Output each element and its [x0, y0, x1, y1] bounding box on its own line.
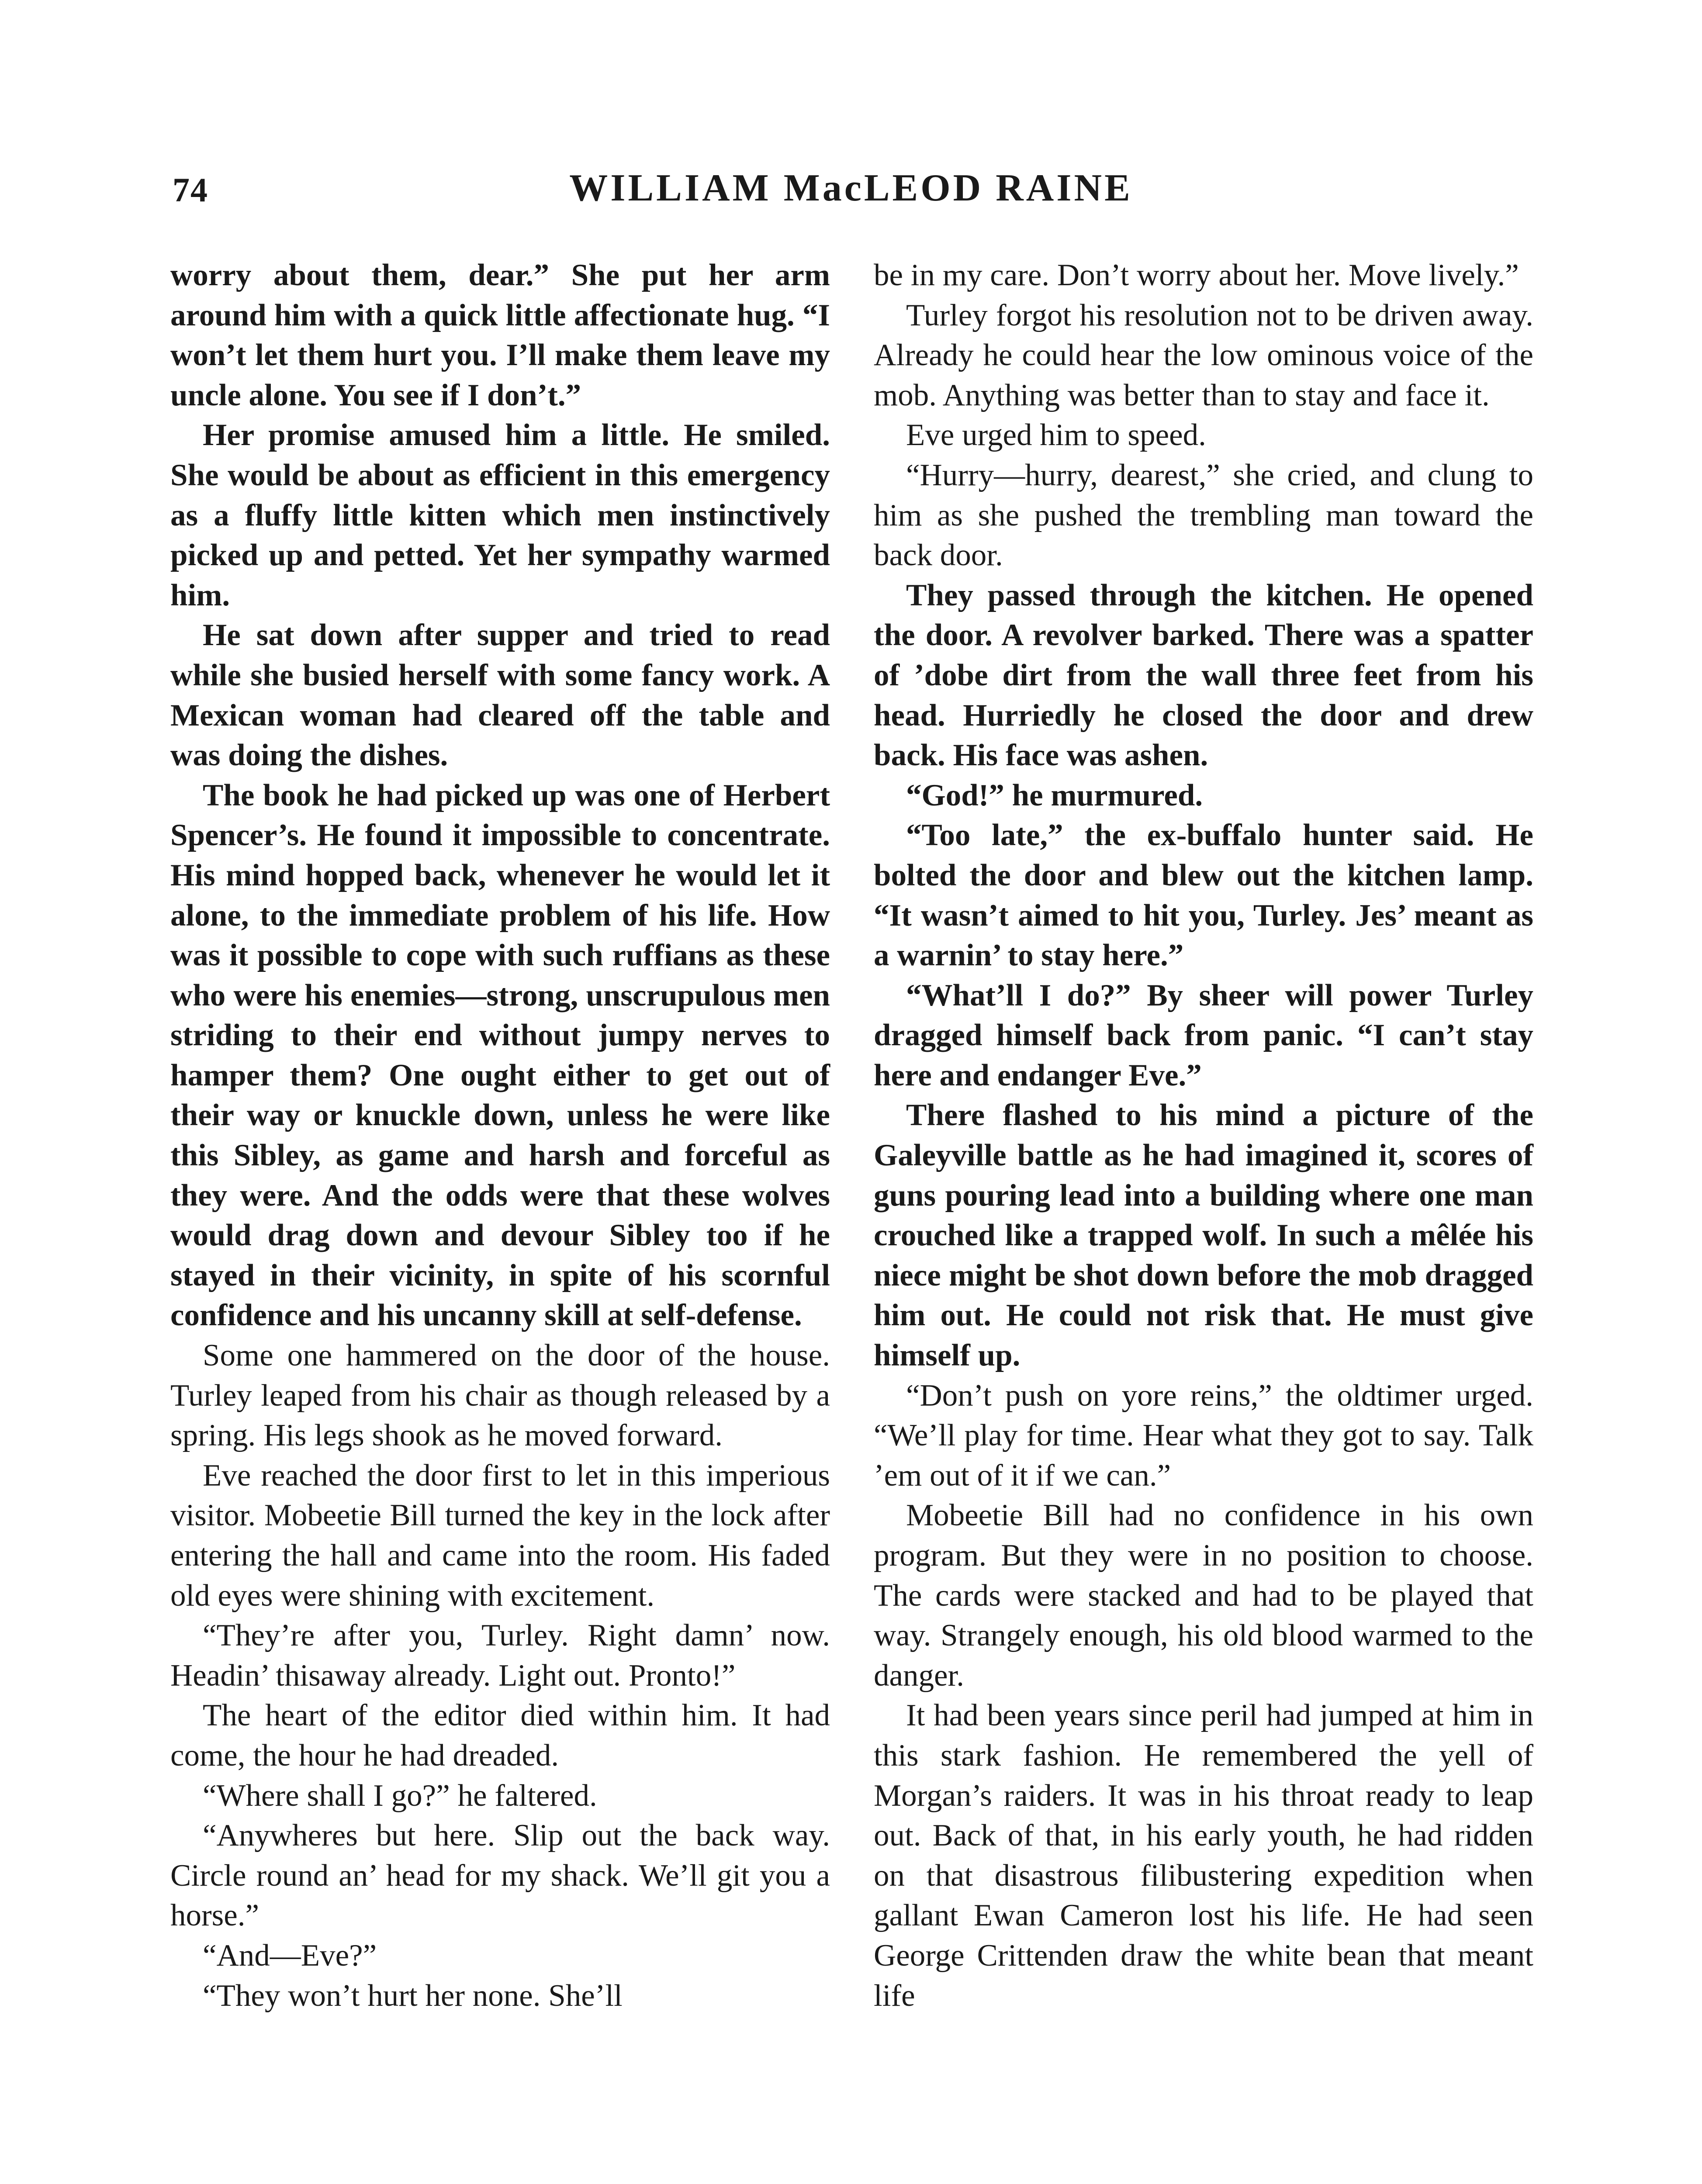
paragraph: He sat down after supper and tried to read while she busied herself with some fancy work. A Mexican woman had cleared off the table and was doing the dishes.	[170, 618, 830, 773]
paragraph: “Where shall I go?” he faltered.	[203, 1778, 597, 1813]
paragraph: There flashed to his mind a picture of the Galeyville battle as he had imagined it, scores of guns pouring lead into a building where one man crouched like a trapped wolf. In such a mêlée his niece might be shot down before the mob dragged him out. He could not risk that. He must give himself up.	[874, 1098, 1533, 1373]
paragraph: “God!” he murmured.	[906, 778, 1203, 812]
paragraph: “What’ll I do?” By sheer will power Turley dragged himself back from panic. “I can’t stay here and endanger Eve.”	[874, 978, 1533, 1092]
paragraph: The heart of the editor died within him. It had come, the hour he had dreaded.	[170, 1698, 830, 1773]
paragraph: worry about them, dear.” She put her arm around him with a quick little affectionate hug. “I won’t let them hurt you. I’ll make them leave my uncle alone. You see if I don’t.”	[170, 258, 830, 412]
paragraph: It had been years since peril had jumped at him in this stark fashion. He remembered the yell of Morgan’s raiders. It was in his throat ready to leap out. Back of that, in his early youth, he had ridden on that disastrous filibustering expedition when gallant Ewan Cameron lost his life. He had seen George Crittenden draw the white bean that meant life	[874, 1698, 1533, 2013]
paragraph: The book he had picked up was one of Herbert Spencer’s. He found it impossible to concentrate. His mind hopped back, whenever he would let it alone, to the immediate problem of his life. How was it possible to cope with such ruffians as these who were his enemies—strong, unscrupulous men striding to their end without jumpy nerves to hamper them? One ought either to get out of their way or knuckle down, unless he were like this Sibley, as game and harsh and forceful as they were. And the odds were that these wolves would drag down and devour Sibley too if he stayed in their vicinity, in spite of his scornful confidence and his uncanny skill at self-defense.	[170, 778, 830, 1333]
paragraph: “Don’t push on yore reins,” the oldtimer urged. “We’ll play for time. Hear what they got to say. Talk ’em out of it if we can.”	[874, 1378, 1533, 1493]
running-head: WILLIAM MacLEOD RAINE	[569, 167, 1133, 209]
page-header	[0, 166, 1702, 227]
paragraph: “Anywheres but here. Slip out the back way. Circle round an’ head for my shack. We’ll git you a horse.”	[170, 1818, 830, 1933]
paragraph: They passed through the kitchen. He opened the door. A revolver barked. There was a spatter of ’dobe dirt from the wall three feet from his head. Hurriedly he closed the door and drew back. His face was ashen.	[874, 578, 1533, 773]
paragraph: “Too late,” the ex-buffalo hunter said. He bolted the door and blew out the kitchen lamp. “It wasn’t aimed to hit you, Turley. Jes’ meant as a warnin’ to stay here.”	[874, 818, 1533, 973]
paragraph: be in my care. Don’t worry about her. Move lively.”	[874, 258, 1519, 292]
page-number: 74	[173, 171, 208, 209]
right-column	[874, 256, 1533, 2016]
paragraph: Mobeetie Bill had no confidence in his own program. But they were in no position to choose. The cards were stacked and had to be played that way. Strangely enough, his old blood warmed to the danger.	[874, 1498, 1533, 1693]
paragraph: “They’re after you, Turley. Right damn’ now. Headin’ thisaway already. Light out. Pronto!”	[170, 1618, 830, 1693]
left-column	[170, 256, 830, 2016]
paragraph: “They won’t hurt her none. She’ll	[203, 1978, 623, 2013]
text-columns	[170, 256, 1533, 2184]
paragraph: Eve urged him to speed.	[906, 418, 1206, 453]
paragraph: “And—Eve?”	[203, 1938, 377, 1973]
paragraph: “Hurry—hurry, dearest,” she cried, and clung to him as she pushed the trembling man toward the back door.	[874, 458, 1533, 573]
paragraph: Turley forgot his resolution not to be driven away. Already he could hear the low ominous voice of the mob. Anything was better than to stay and face it.	[874, 298, 1533, 412]
paragraph: Eve reached the door first to let in this imperious visitor. Mobeetie Bill turned the key in the lock after entering the hall and came into the room. His faded old eyes were shining with excitement.	[170, 1458, 830, 1613]
paragraph: Some one hammered on the door of the house. Turley leaped from his chair as though released by a spring. His legs shook as he moved forward.	[170, 1338, 830, 1453]
paragraph: Her promise amused him a little. He smiled. She would be about as efficient in this emergency as a fluffy little kitten which men instinctively picked up and petted. Yet her sympathy warmed him.	[170, 418, 830, 612]
